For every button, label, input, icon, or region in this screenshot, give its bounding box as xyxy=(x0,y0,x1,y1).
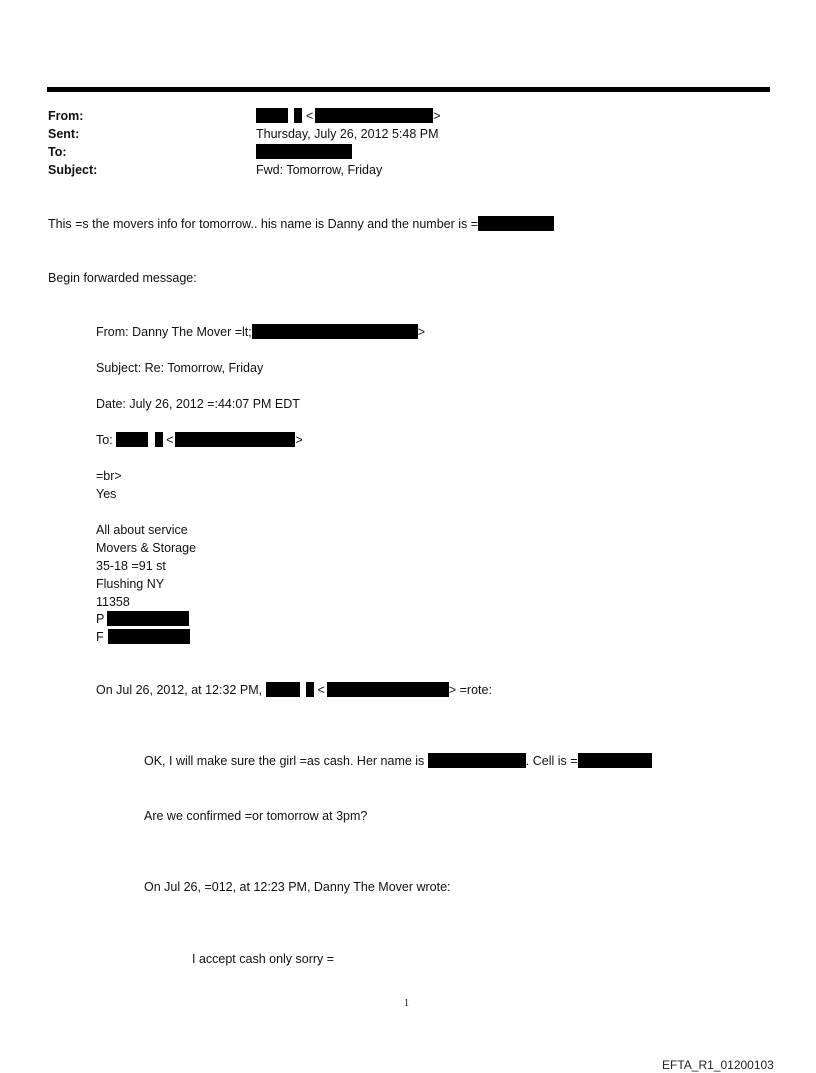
redaction-block xyxy=(578,753,652,768)
fwd-yes: Yes xyxy=(96,487,117,501)
fwd-from-gt: > xyxy=(417,325,426,339)
fwd-to-text: To: xyxy=(96,433,113,447)
redaction-block xyxy=(315,108,433,123)
redaction-block xyxy=(428,753,526,768)
redaction-block xyxy=(478,216,554,231)
to-label: To: xyxy=(48,145,67,159)
redaction-block xyxy=(327,682,449,697)
redaction-block xyxy=(294,108,302,123)
quoted-ok xyxy=(144,753,652,769)
fwd-from xyxy=(96,324,425,340)
redaction-block xyxy=(116,432,148,447)
redaction-block xyxy=(175,432,295,447)
ok-cell: . Cell is = xyxy=(525,754,578,768)
fwd-to xyxy=(96,432,303,448)
subject-label: Subject: xyxy=(48,163,98,177)
redaction-block xyxy=(256,144,352,159)
from-value xyxy=(256,108,441,124)
from-label: From: xyxy=(48,109,84,123)
redaction-block xyxy=(155,432,163,447)
sig-line: All about service xyxy=(96,523,188,537)
fwd-subject: Subject: Re: Tomorrow, Friday xyxy=(96,361,264,375)
on-wrote-prefix: On Jul 26, 2012, at 12:32 PM, xyxy=(96,683,263,697)
redaction-block xyxy=(256,108,288,123)
redaction-block xyxy=(266,682,300,697)
on-wrote-suffix: > =rote: xyxy=(448,683,492,697)
subject-value: Fwd: Tomorrow, Friday xyxy=(256,163,383,177)
from-gt: > xyxy=(433,109,441,123)
fwd-from-text: From: Danny The Mover =lt; xyxy=(96,325,252,339)
intro-text: This =s the movers info for tomorrow.. his name is Danny and the number is = xyxy=(48,217,479,231)
phone-label: P xyxy=(96,612,105,626)
redaction-block xyxy=(108,629,190,644)
quoted-confirmed: Are we confirmed =or tomorrow at 3pm? xyxy=(144,809,368,823)
sig-line: Movers & Storage xyxy=(96,541,197,555)
sig-line: Flushing NY xyxy=(96,577,165,591)
redaction-block xyxy=(107,611,189,626)
redaction-block xyxy=(306,682,314,697)
sig-fax xyxy=(96,629,190,645)
to-value xyxy=(256,144,352,160)
sig-line: 11358 xyxy=(96,595,130,609)
from-lt: < xyxy=(305,109,314,123)
redaction-block xyxy=(252,324,418,339)
fax-label: F xyxy=(96,630,104,644)
fwd-br: =br> xyxy=(96,469,122,483)
quoted-cash-only: I accept cash only sorry = xyxy=(192,952,335,966)
sig-line: 35-18 =91 st xyxy=(96,559,166,573)
sig-phone xyxy=(96,611,189,627)
sent-label: Sent: xyxy=(48,127,80,141)
ok-text: OK, I will make sure the girl =as cash. Her name is xyxy=(144,754,425,768)
on-wrote xyxy=(96,682,492,698)
quoted-on-danny: On Jul 26, =012, at 12:23 PM, Danny The Mover wrote: xyxy=(144,880,451,894)
document-id: EFTA_R1_01200103 xyxy=(662,1058,774,1072)
begin-forwarded: Begin forwarded message: xyxy=(48,271,197,285)
sent-value: Thursday, July 26, 2012 5:48 PM xyxy=(256,127,439,141)
on-wrote-lt: < xyxy=(317,683,325,697)
intro-line xyxy=(48,216,554,232)
fwd-to-gt: > xyxy=(295,433,303,447)
header-rule xyxy=(47,87,770,92)
fwd-date: Date: July 26, 2012 =:44:07 PM EDT xyxy=(96,397,300,411)
page-number: 1 xyxy=(404,998,409,1009)
fwd-to-lt: < xyxy=(166,433,174,447)
